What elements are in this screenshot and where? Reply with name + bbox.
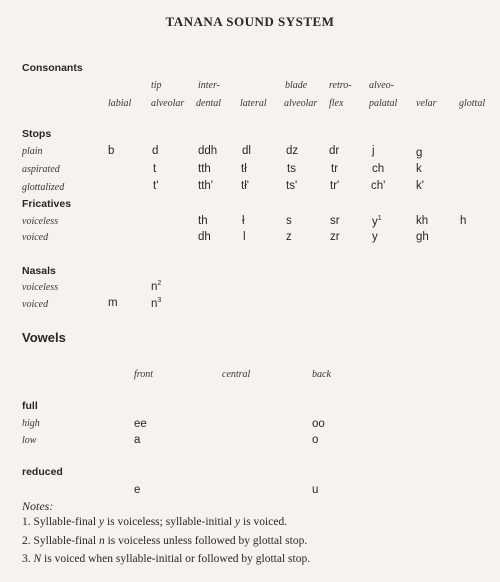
vowels-heading: Vowels: [22, 330, 66, 345]
col-interdental-top: inter-: [198, 80, 221, 91]
note-3: 3. N is voiced when syllable-initial or followed by glottal stop.: [22, 553, 311, 565]
cell-vowel-reduced-front: e: [134, 484, 141, 496]
cell-fric-voiceless-lateral: ł: [242, 215, 245, 227]
cell-stop-aspirated-alveopalatal: ch: [372, 163, 385, 175]
row-label-nasal-voiced: voiced: [22, 299, 49, 310]
fricatives-label: Fricatives: [22, 198, 72, 210]
row-label-fric-voiced: voiced: [22, 232, 49, 243]
cell-fric-voiced-blade-alveolar: z: [286, 231, 292, 243]
cell-stop-plain-interdental: ddh: [198, 145, 218, 157]
col-front: front: [134, 369, 154, 380]
col-tip-alveolar-bottom: alveolar: [151, 98, 185, 109]
cell-stop-aspirated-retroflex: tr: [331, 163, 339, 175]
cell-fric-voiced-retroflex: zr: [330, 231, 340, 243]
cell-stop-glottalized-interdental: tth': [198, 180, 213, 192]
cell-stop-aspirated-tip-alveolar: t: [153, 163, 157, 175]
row-label-plain: plain: [22, 146, 43, 157]
cell-fric-voiceless-blade-alveolar: s: [286, 215, 292, 227]
cell-fric-voiceless-glottal: h: [460, 215, 467, 227]
cell-nasal-voiceless-tip-alveolar: [151, 280, 161, 293]
stops-label: Stops: [22, 128, 52, 140]
cell-stop-plain-lateral: dl: [242, 145, 251, 157]
cell-stop-plain-velar: g: [416, 147, 423, 159]
cell-nasal-voiced-letter: n: [151, 297, 158, 310]
cell-stop-aspirated-blade-alveolar: ts: [287, 163, 296, 175]
col-retroflex-bottom: flex: [329, 98, 344, 109]
cell-stop-glottalized-blade-alveolar: ts': [286, 180, 298, 192]
cell-stop-glottalized-lateral: tł': [241, 180, 249, 192]
row-label-glottalized: glottalized: [22, 182, 65, 193]
row-label-high: high: [22, 418, 40, 429]
cell-vowel-high-back: oo: [312, 418, 325, 430]
col-tip-alveolar-top: tip: [151, 80, 162, 91]
nasals-label: Nasals: [22, 265, 56, 277]
cell-fric-voiced-lateral: l: [243, 231, 246, 243]
col-alveopalatal-bottom: palatal: [369, 98, 398, 109]
cell-stop-glottalized-retroflex: tr': [330, 180, 340, 192]
full-label: full: [22, 400, 38, 412]
cell-stop-plain-tip-alveolar: d: [152, 145, 159, 157]
cell-nasal-voiced-labial: m: [108, 297, 118, 309]
footnote-marker-2: 2: [157, 280, 162, 287]
cell-fric-voiceless-alveopalatal: [372, 215, 382, 228]
note-1: 1. Syllable-final y is voiceless; syllable-initial y is voiced.: [22, 516, 288, 528]
cell-fric-voiceless-interdental: th: [198, 215, 208, 227]
cell-stop-plain-retroflex: dr: [329, 145, 340, 157]
cell-stop-plain-alveopalatal: j: [372, 145, 375, 157]
cell-stop-glottalized-tip-alveolar: t': [153, 180, 159, 192]
cell-fric-voiced-interdental: dh: [198, 231, 211, 243]
cell-fric-voiced-alveopalatal: y: [372, 231, 378, 243]
cell-vowel-low-front: a: [134, 434, 141, 446]
cell-stop-glottalized-alveopalatal: ch': [371, 180, 386, 192]
cell-vowel-reduced-back: u: [312, 484, 319, 496]
col-lateral: lateral: [240, 98, 267, 109]
footnote-marker-1: 1: [377, 215, 382, 222]
col-interdental-bottom: dental: [196, 98, 221, 109]
col-velar: velar: [416, 98, 437, 109]
cell-stop-aspirated-interdental: tth: [198, 163, 211, 175]
row-label-low: low: [22, 435, 37, 446]
note-2: 2. Syllable-final n is voiceless unless followed by glottal stop.: [22, 535, 308, 547]
col-back: back: [312, 369, 331, 380]
cell-stop-aspirated-velar: k: [416, 163, 422, 175]
page-title: TANANA SOUND SYSTEM: [165, 14, 335, 29]
row-label-fric-voiceless: voiceless: [22, 216, 59, 227]
col-labial: labial: [108, 98, 132, 109]
cell-nasal-voiceless-letter: n: [151, 280, 158, 293]
footnote-marker-3: 3: [157, 297, 162, 304]
col-retroflex-top: retro-: [329, 80, 352, 91]
col-alveopalatal-top: alveo-: [369, 80, 394, 91]
cell-fric-voiceless-velar: kh: [416, 215, 429, 227]
cell-stop-plain-labial: b: [108, 145, 115, 157]
col-central: central: [222, 369, 251, 380]
cell-nasal-voiced-tip-alveolar: [151, 297, 161, 310]
col-blade-alveolar-top: blade: [285, 80, 308, 91]
row-label-aspirated: aspirated: [22, 164, 60, 175]
cell-stop-aspirated-lateral: tł: [241, 163, 247, 175]
cell-vowel-low-back: o: [312, 434, 319, 446]
cell-fric-voiced-velar: gh: [416, 231, 429, 243]
cell-vowel-high-front: ee: [134, 418, 147, 430]
cell-stop-plain-blade-alveolar: dz: [286, 145, 299, 157]
cell-fric-voiceless-alveopalatal-letter: y: [372, 215, 378, 228]
consonants-heading: Consonants: [22, 62, 83, 74]
cell-fric-voiceless-retroflex: sr: [330, 215, 340, 227]
col-blade-alveolar-bottom: alveolar: [284, 98, 318, 109]
row-label-nasal-voiceless: voiceless: [22, 282, 59, 293]
col-glottal: glottal: [459, 98, 486, 109]
reduced-label: reduced: [22, 466, 63, 478]
cell-stop-glottalized-velar: k': [416, 180, 424, 192]
notes-heading: Notes:: [22, 499, 54, 513]
